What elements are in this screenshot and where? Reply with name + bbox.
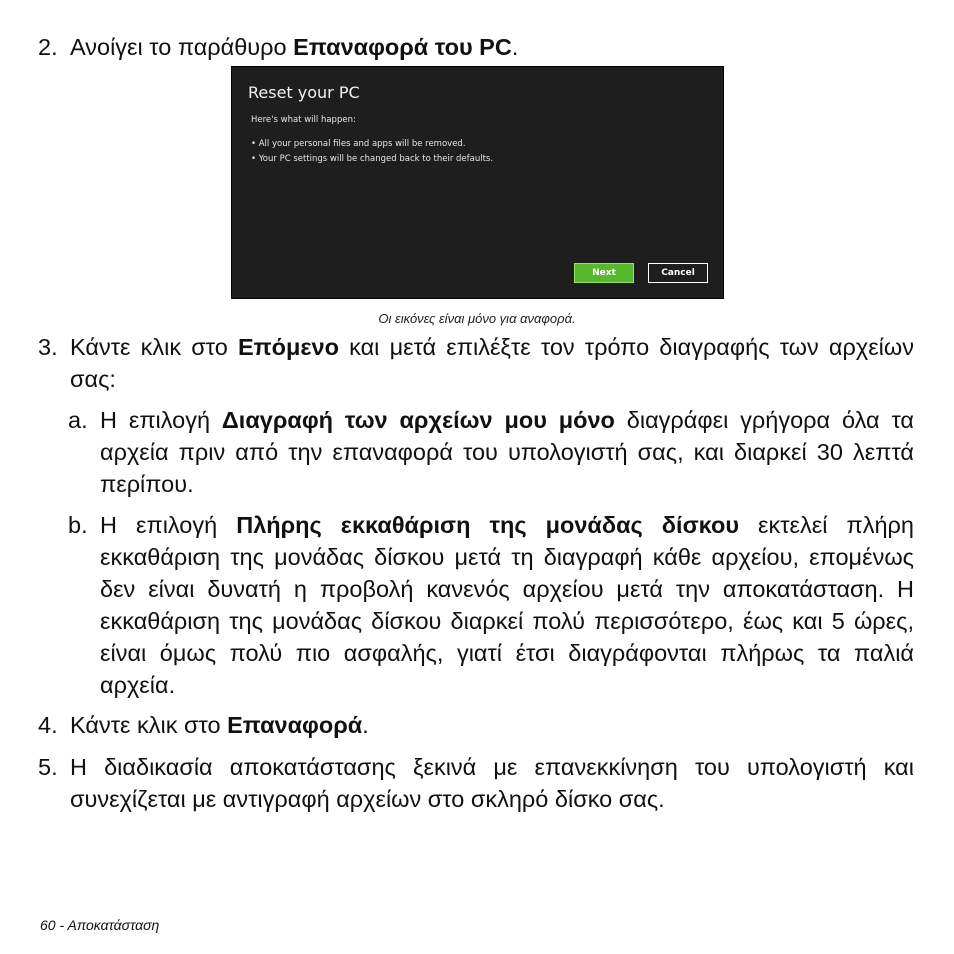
- step-number: 4.: [38, 712, 58, 738]
- step-text-after: .: [362, 712, 369, 738]
- step-b: [68, 509, 914, 701]
- step-text: Η διαδικασία αποκατάστασης ξεκινά με επανεκκίνηση του υπολογιστή και συνεχίζεται με αντιγραφή αρχείων στο σκληρό δίσκο σας.: [70, 754, 914, 812]
- reset-title: Reset your PC: [248, 83, 360, 102]
- reset-bullet-list: [251, 137, 493, 167]
- next-button[interactable]: Next: [574, 263, 634, 283]
- step-text-after: διαγράφει γρήγορα όλα τα αρχεία πριν από την επαναφορά του υπολογιστή σας, και διαρκεί 30 λεπτά περίπου.: [100, 407, 914, 497]
- step-a: [68, 404, 914, 500]
- step-number: 5.: [38, 754, 58, 780]
- cancel-button[interactable]: Cancel: [648, 263, 708, 283]
- reset-pc-screenshot: [231, 66, 724, 299]
- list-item: • Your PC settings will be changed back to their defaults.: [251, 152, 493, 167]
- step-3: [38, 331, 914, 395]
- step-number: a.: [68, 407, 88, 433]
- step-text: Η επιλογή: [100, 512, 237, 538]
- step-number: 3.: [38, 334, 58, 360]
- step-bold-term: Διαγραφή των αρχείων μου μόνο: [221, 407, 615, 433]
- step-text: Η επιλογή: [100, 407, 222, 433]
- step-text-after: και μετά επιλέξτε τον τρόπο διαγραφής των αρχείων σας:: [70, 334, 914, 392]
- step-bold-term: Επαναφορά: [227, 712, 363, 738]
- step-text-after: .: [511, 34, 519, 60]
- step-bold-term: Πλήρης εκκαθάριση της μονάδας δίσκου: [236, 512, 740, 538]
- step-4: [38, 709, 914, 741]
- page-footer: 60 - Αποκατάσταση: [40, 917, 160, 933]
- step-2: [38, 31, 914, 63]
- step-text: Κάντε κλικ στο: [70, 712, 228, 738]
- step-bold-term: Επαναφορά του PC: [293, 34, 512, 60]
- step-text-after: εκτελεί πλήρη εκκαθάριση της μονάδας δίσκου μετά τη διαγραφή κάθε αρχείου, επομένως δεν είναι δυνατή η προβολή κανενός αρχείου μετά την αποκατάσταση. Η εκκαθάριση της μονάδας δίσκου διαρκεί πολύ περισσότερο, έως και 5 ώρες, είναι όμως πολύ πιο ασφαλής, γιατί έτσι διαγράφονται πλήρως τα παλιά αρχεία.: [100, 512, 914, 698]
- reset-subtitle: Here's what will happen:: [251, 115, 356, 125]
- step-text: Ανοίγει το παράθυρο: [70, 34, 294, 60]
- step-number: 2.: [38, 34, 58, 60]
- step-text: Κάντε κλικ στο: [70, 334, 238, 360]
- step-bold-term: Επόμενο: [237, 334, 339, 360]
- step-number: b.: [68, 512, 88, 538]
- image-caption: Οι εικόνες είναι μόνο για αναφορά.: [378, 311, 576, 326]
- list-item: • All your personal files and apps will be removed.: [251, 137, 493, 152]
- step-5: [38, 751, 914, 815]
